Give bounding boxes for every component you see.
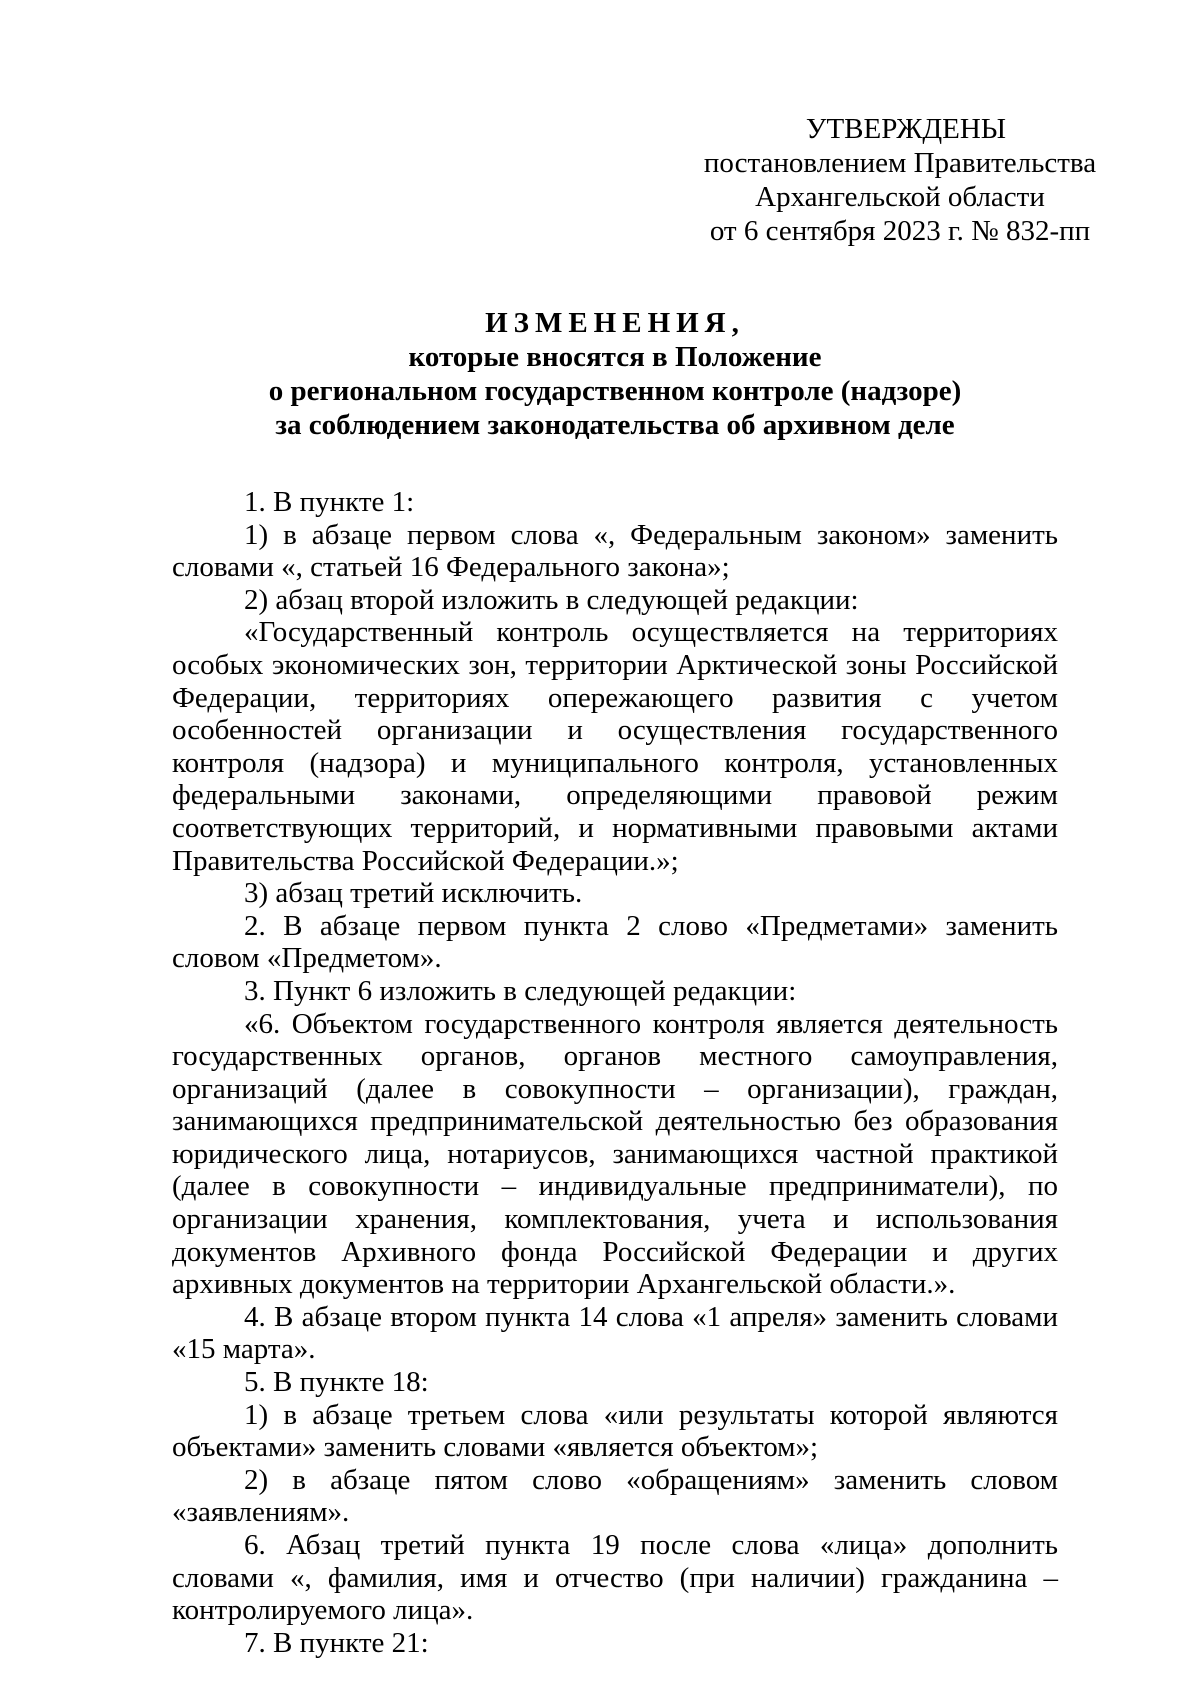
paragraph-13: 6. Абзац третий пункта 19 после слова «лица» дополнить словами «, фамилия, имя и отчество (при наличии) гражданина – контролируемого лица». — [172, 1529, 1058, 1627]
title-line-1: которые вносятся в Положение — [408, 341, 822, 373]
document-body — [172, 486, 1058, 1659]
paragraph-4: «Государственный контроль осуществляется на территориях особых экономических зон, территории Арктической зоны Российской Федерации, территориях опережающего развития с учетом особенностей организации и осуществления государственного контроля (надзора) и муниципального контроля, установленных федеральными законами, определяющими правовой режим соответствующих территорий, и нормативными правовыми актами Правительства Российской Федерации.»; — [172, 616, 1058, 877]
paragraph-14: 7. В пункте 21: — [244, 1626, 429, 1659]
approval-stamp — [700, 112, 1100, 248]
approval-approved: УТВЕРЖДЕНЫ — [805, 113, 1007, 145]
paragraph-2: 1) в абзаце первом слова «, Федеральным законом» заменить словами «, статьей 16 Федерального закона»; — [172, 518, 1058, 584]
title-heading: ИЗМЕНЕНИЯ, — [485, 307, 745, 339]
approval-line-3: от 6 сентября 2023 г. № 832-пп — [709, 215, 1091, 247]
paragraph-12: 2) в абзаце пятом слово «обращениям» заменить словом «заявлениям». — [172, 1463, 1058, 1529]
document-title — [172, 306, 1058, 442]
paragraph-8: «6. Объектом государственного контроля является деятельность государственных органов, органов местного самоуправления, организаций (далее в совокупности – организации), граждан, занимающихся предпринимательской деятельностью без образования юридического лица, нотариусов, занимающихся частной практикой (далее в совокупности – индивидуальные предприниматели), по организации хранения, комплектования, учета и использования документов Архивного фонда Российской Федерации и других архивных документов на территории Архангельской области.». — [172, 1007, 1058, 1301]
paragraph-3: 2) абзац второй изложить в следующей редакции: — [244, 583, 859, 616]
paragraph-6: 2. В абзаце первом пункта 2 слово «Предметами» заменить словом «Предметом». — [172, 909, 1058, 975]
paragraph-5: 3) абзац третий исключить. — [244, 877, 583, 910]
paragraph-9: 4. В абзаце втором пункта 14 слова «1 апреля» заменить словами «15 марта». — [172, 1300, 1058, 1366]
approval-line-2: Архангельской области — [755, 181, 1045, 213]
paragraph-1: 1. В пункте 1: — [244, 486, 415, 518]
paragraph-7: 3. Пункт 6 изложить в следующей редакции: — [244, 974, 797, 1007]
approval-line-1: постановлением Правительства — [703, 147, 1097, 179]
paragraph-10: 5. В пункте 18: — [244, 1366, 429, 1399]
title-line-3: за соблюдением законодательства об архивном деле — [275, 409, 955, 441]
paragraph-11: 1) в абзаце третьем слова «или результаты которой являются объектами» заменить словами «является объектом»; — [172, 1398, 1058, 1464]
title-line-2: о региональном государственном контроле (надзоре) — [268, 375, 962, 407]
